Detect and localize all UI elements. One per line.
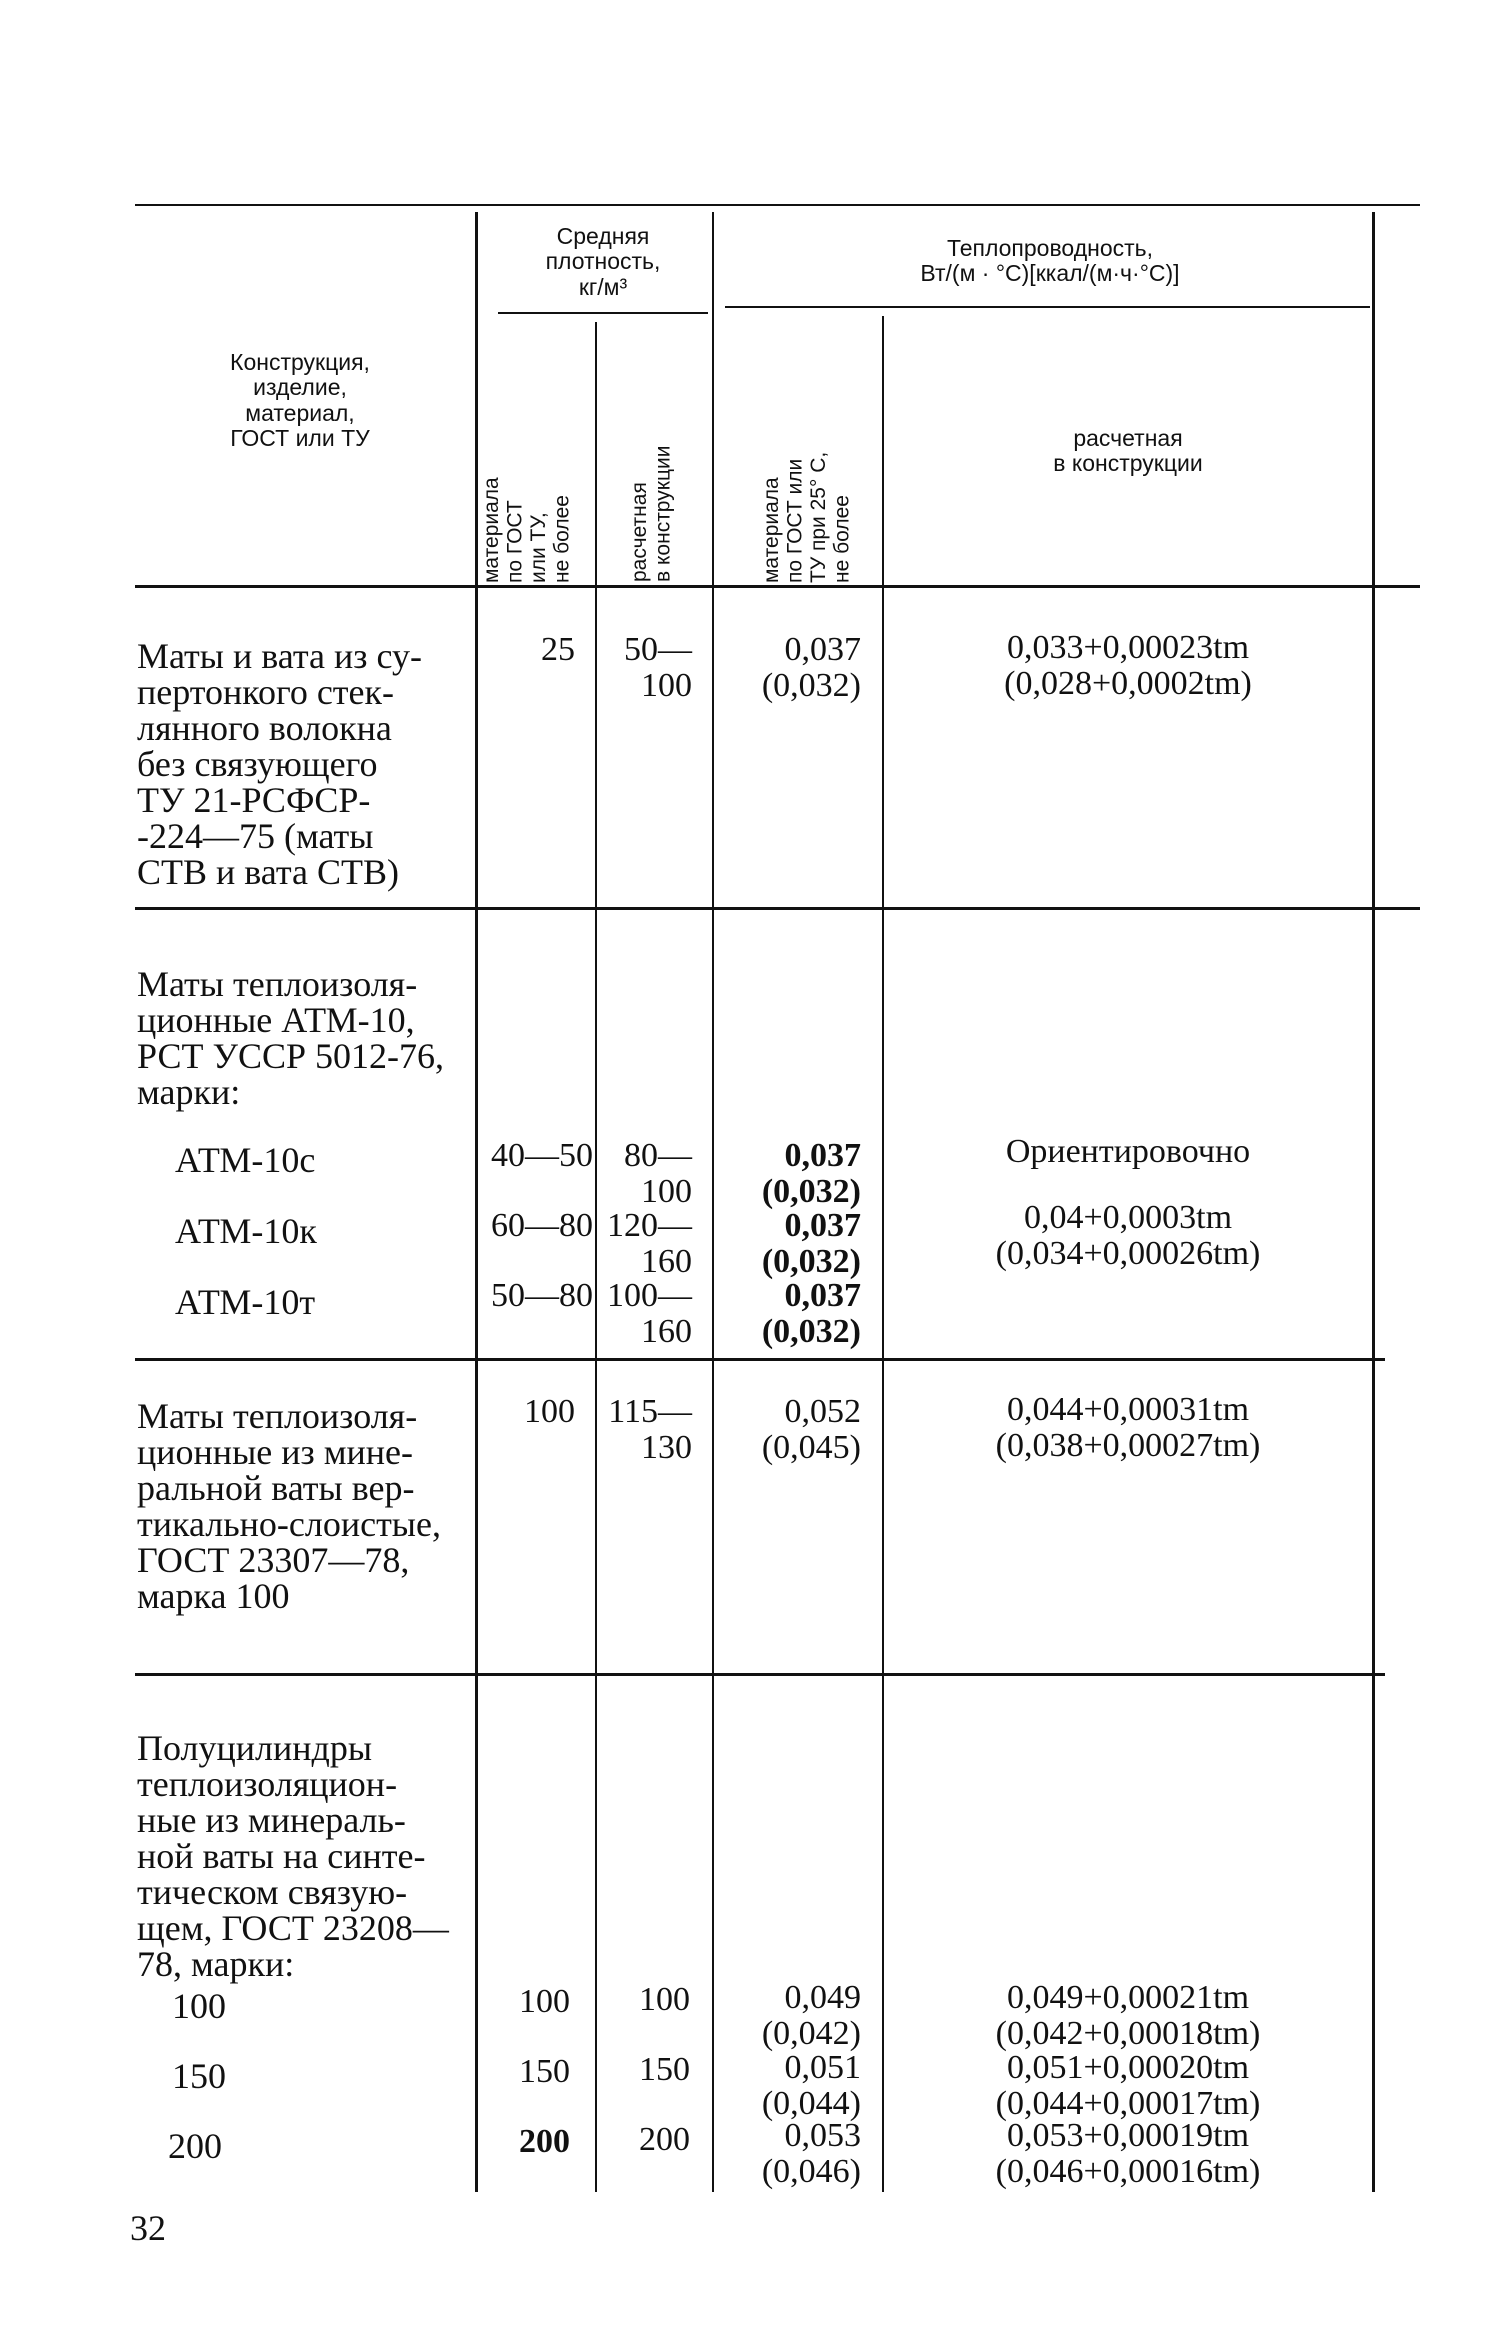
desc-line: 78, марки: [137, 1944, 295, 1984]
value-line: 0,053+0,00019tm [1006, 2117, 1250, 2154]
desc-line: тикально-слоистые, [137, 1504, 441, 1544]
column-rule-2 [595, 322, 597, 2192]
value-line: 0,049 [784, 1979, 861, 2016]
row3-conductivity-material [716, 1394, 861, 1466]
row1-conductivity-design [888, 630, 1368, 702]
row2-sub2-density-design [600, 1208, 692, 1280]
conductivity-group-rule [725, 306, 1370, 308]
value-line: 80— [624, 1137, 692, 1174]
row1-density-material: 25 [541, 631, 575, 668]
row3-conductivity-design [888, 1392, 1368, 1464]
value-line: (0,032) [761, 667, 861, 704]
value-line: 0,037 [784, 1277, 861, 1314]
desc-line: Маты теплоизоля- [137, 1396, 418, 1436]
value-line: 160 [641, 1313, 692, 1350]
row4-sub2-density-material: 150 [519, 2053, 570, 2090]
value-line: (0,044) [761, 2085, 861, 2122]
desc-line: СТВ и вата СТВ) [137, 852, 400, 892]
value-line: (0,028+0,0002tm) [1004, 665, 1252, 702]
desc-line: РСТ УССР 5012-76, [137, 1036, 444, 1076]
desc-line: без связующего [137, 744, 378, 784]
header-bottom-rule [135, 585, 1420, 588]
header-line: Средняя [556, 223, 650, 249]
row4-sub1-conductivity-material [716, 1980, 861, 2052]
row4-sub1-density-material: 100 [519, 1983, 570, 2020]
row2-sub1-density-material: 40—50 [491, 1137, 593, 1174]
row2-sub3-conductivity-material [716, 1278, 861, 1350]
value-line: 115— [608, 1393, 692, 1430]
value-line: 50— [624, 631, 692, 668]
column-rule-1 [475, 212, 478, 2192]
row4-sub3-density-design: 200 [639, 2121, 690, 2158]
row2-sub3-density-material: 50—80 [491, 1277, 593, 1314]
desc-line: ГОСТ 23307—78, [137, 1540, 410, 1580]
row-divider-1 [135, 907, 1420, 910]
row1-description [137, 638, 422, 890]
row4-sub3-conductivity-design [888, 2118, 1368, 2190]
value-line: (0,046+0,00016tm) [995, 2153, 1261, 2190]
value-line: 0,037 [784, 1207, 861, 1244]
value-line: 0,033+0,00023tm [1006, 629, 1250, 666]
value-line: (0,045) [761, 1429, 861, 1466]
row2-sub1-conductivity-material [716, 1138, 861, 1210]
row4-description [137, 1730, 449, 1982]
header-line: материала [480, 477, 503, 583]
value-line: (0,032) [761, 1173, 861, 1210]
value-line: (0,044+0,00017tm) [995, 2085, 1261, 2122]
row4-sub2-density-design: 150 [639, 2051, 690, 2088]
value-line: (0,032) [761, 1243, 861, 1280]
value-line: (0,034+0,00026tm) [995, 1235, 1261, 1272]
desc-line: Полуцилиндры [137, 1728, 373, 1768]
row-divider-3 [135, 1673, 1385, 1676]
header-line: по ГОСТ [503, 500, 527, 583]
row2-conductivity-design [888, 1200, 1368, 1272]
header-line: не более [550, 495, 574, 583]
header-line: в конструкции [1053, 450, 1203, 477]
desc-line: марка 100 [137, 1576, 290, 1616]
value-line: 130 [641, 1429, 692, 1466]
row2-sub2-conductivity-material [716, 1208, 861, 1280]
column-rule-5 [1372, 212, 1375, 2192]
row4-sub1-density-design: 100 [639, 1981, 690, 2018]
desc-line: щем, ГОСТ 23208— [137, 1908, 449, 1948]
header-conductivity-material [760, 375, 854, 583]
header-line: кг/м³ [578, 273, 628, 300]
row2-sub2-label: АТМ-10к [175, 1211, 317, 1251]
header-line: материал, [245, 399, 355, 426]
value-line: (0,042) [761, 2015, 861, 2052]
row3-description [137, 1398, 441, 1614]
row4-sub3-conductivity-material [716, 2118, 861, 2190]
density-group-rule [498, 312, 708, 314]
row2-sub1-density-design [600, 1138, 692, 1210]
desc-line: пертонкого стек- [137, 672, 394, 712]
value-line: 0,051+0,00020tm [1006, 2049, 1250, 2086]
header-line: материала [760, 477, 783, 583]
value-line: 120— [607, 1207, 692, 1244]
header-line: или ТУ, [527, 512, 551, 583]
header-line: ГОСТ или ТУ [230, 424, 370, 451]
row2-description [137, 966, 444, 1110]
row3-density-material: 100 [524, 1393, 575, 1430]
desc-line: лянного волокна [137, 708, 392, 748]
row2-sub3-density-design [600, 1278, 692, 1350]
header-density [498, 224, 708, 300]
value-line: 160 [641, 1243, 692, 1280]
desc-line: ТУ 21-РСФСР- [137, 780, 371, 820]
desc-line: Маты теплоизоля- [137, 964, 418, 1004]
header-line: Конструкция, [230, 349, 370, 375]
row1-density-design [600, 632, 692, 704]
value-line: 100 [641, 667, 692, 704]
row3-density-design [600, 1394, 692, 1466]
header-line: Теплопроводность, [946, 235, 1154, 261]
value-line: (0,038+0,00027tm) [995, 1427, 1261, 1464]
value-line: 0,044+0,00031tm [1006, 1391, 1250, 1428]
header-density-material [480, 408, 574, 583]
row4-sub3-density-material: 200 [519, 2123, 570, 2160]
row4-sub2-conductivity-material [716, 2050, 861, 2122]
value-line: 100 [641, 1173, 692, 1210]
column-rule-4 [882, 316, 884, 2192]
desc-line: ционные из мине- [137, 1432, 413, 1472]
header-density-design [628, 360, 675, 582]
header-line: по ГОСТ или [783, 458, 807, 583]
header-line: изделие, [253, 374, 347, 401]
header-line: ТУ при 25° С, [807, 451, 831, 583]
desc-line: ные из минераль- [137, 1800, 406, 1840]
value-line: 0,037 [784, 1137, 861, 1174]
desc-line: ральной ваты вер- [137, 1468, 415, 1508]
value-line: (0,042+0,00018tm) [995, 2015, 1261, 2052]
value-line: (0,032) [761, 1313, 861, 1350]
row2-sub1-label: АТМ-10с [175, 1140, 316, 1180]
header-conductivity [730, 236, 1370, 287]
row4-sub2-label: 150 [172, 2056, 226, 2096]
row2-note: Ориентировочно [1005, 1133, 1251, 1170]
value-line: 0,051 [784, 2049, 861, 2086]
row4-sub2-conductivity-design [888, 2050, 1368, 2122]
header-conductivity-design [888, 426, 1368, 477]
header-line: расчетная [1073, 425, 1183, 451]
desc-line: ной ваты на синте- [137, 1836, 426, 1876]
value-line: 0,04+0,0003tm [1023, 1199, 1233, 1236]
desc-line: -224—75 (маты [137, 816, 374, 856]
header-line: расчетная [628, 482, 651, 582]
top-rule [135, 204, 1420, 206]
value-line: 100— [607, 1277, 692, 1314]
column-rule-3 [712, 212, 714, 2192]
desc-line: ционные АТМ-10, [137, 1000, 415, 1040]
desc-line: Маты и вата из су- [137, 636, 422, 676]
row4-sub1-label: 100 [172, 1986, 226, 2026]
row4-sub1-conductivity-design [888, 1980, 1368, 2052]
page-number: 32 [130, 2208, 166, 2248]
header-line: в конструкции [651, 445, 675, 582]
value-line: 0,049+0,00021tm [1006, 1979, 1250, 2016]
row4-sub3-label: 200 [168, 2126, 222, 2166]
header-line: плотность, [545, 248, 661, 275]
desc-line: теплоизоляцион- [137, 1764, 398, 1804]
desc-line: тическом связую- [137, 1872, 408, 1912]
row1-conductivity-material [716, 632, 861, 704]
value-line: 0,053 [784, 2117, 861, 2154]
value-line: (0,046) [761, 2153, 861, 2190]
header-line: Вт/(м · °С)[ккал/(м·ч·°С)] [920, 260, 1180, 287]
header-construction [185, 350, 415, 451]
row-divider-2 [135, 1358, 1385, 1361]
value-line: 0,037 [784, 631, 861, 668]
row2-sub3-label: АТМ-10т [175, 1282, 316, 1322]
value-line: 0,052 [784, 1393, 861, 1430]
row2-sub2-density-material: 60—80 [491, 1207, 593, 1244]
header-line: не более [830, 495, 854, 583]
desc-line: марки: [137, 1072, 241, 1112]
